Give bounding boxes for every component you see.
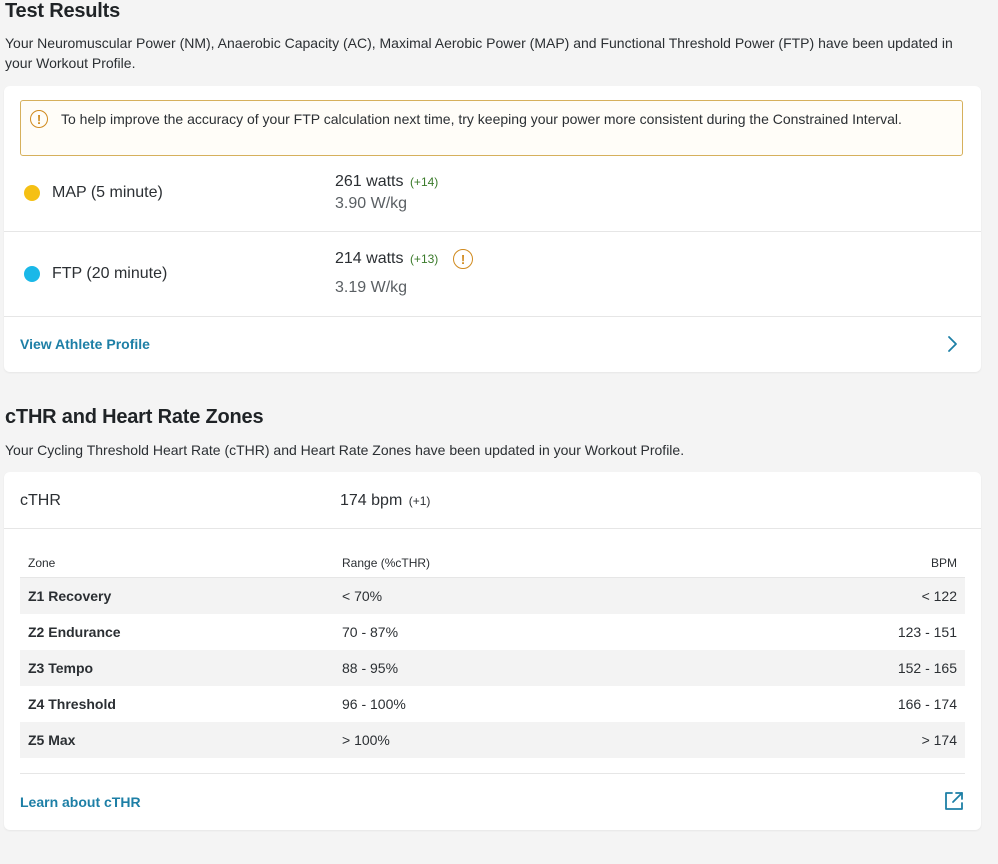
ftp-watts-value: 214 watts (335, 250, 404, 267)
zone-bpm: < 122 (650, 578, 965, 615)
test-results-description: Your Neuromuscular Power (NM), Anaerobic Capacity (AC), Maximal Aerobic Power (MAP) and Functional Threshold Power (FTP) have been updated in your Workout Profile. (5, 35, 953, 71)
ftp-dot-icon (24, 266, 40, 282)
map-row (4, 156, 981, 232)
alert-text: To help improve the accuracy of your FTP calculation next time, try keeping your power more consistent during the Constrained Interval. (61, 111, 902, 127)
map-dot-icon (24, 185, 40, 201)
cthr-section-title: cTHR and Heart Rate Zones (5, 406, 264, 428)
table-row (20, 578, 965, 615)
cthr-value-bpm: 174 bpm (340, 492, 403, 509)
ftp-accuracy-alert (20, 100, 963, 156)
zone-bpm: 152 - 165 (650, 650, 965, 686)
zone-name: Z1 Recovery (20, 578, 334, 615)
test-results-card (4, 86, 981, 372)
cthr-value (340, 492, 430, 510)
zone-name: Z5 Max (20, 722, 334, 758)
table-row (20, 650, 965, 686)
external-link-icon[interactable] (943, 790, 965, 812)
zone-bpm: > 174 (650, 722, 965, 758)
exclamation-circle-icon[interactable]: ! (453, 249, 473, 269)
ftp-watts (335, 250, 438, 268)
map-label: MAP (5 minute) (52, 184, 163, 201)
header-zone: Zone (20, 548, 334, 578)
zone-name: Z3 Tempo (20, 650, 334, 686)
zone-name: Z2 Endurance (28, 624, 121, 640)
header-range: Range (%cTHR) (334, 548, 650, 578)
view-athlete-profile-link[interactable]: View Athlete Profile (20, 336, 150, 352)
learn-about-cthr-link[interactable]: Learn about cTHR (20, 794, 141, 810)
chevron-right-icon[interactable] (945, 335, 959, 353)
table-header-row (20, 548, 965, 578)
cthr-card (4, 472, 981, 830)
header-bpm: BPM (650, 548, 965, 578)
zone-bpm: 123 - 151 (897, 624, 957, 640)
table-row (20, 722, 965, 758)
zone-range: < 70% (334, 578, 650, 615)
map-watts (335, 173, 438, 191)
cthr-divider (4, 528, 981, 529)
cthr-label: cTHR (20, 492, 61, 509)
warning-icon: ! (30, 110, 48, 128)
zone-range: 88 - 95% (334, 650, 650, 686)
zone-bpm: 166 - 174 (897, 696, 957, 712)
heart-rate-zones-table (20, 548, 965, 758)
map-wkg: 3.90 W/kg (335, 195, 408, 212)
zone-range: 96 - 100% (342, 696, 406, 712)
ftp-row (4, 232, 981, 317)
cthr-description: Your Cycling Threshold Heart Rate (cTHR) and Heart Rate Zones have been updated in your Workout Profile. (5, 442, 685, 458)
ftp-watts-delta: (+13) (409, 252, 439, 266)
test-results-title: Test Results (5, 0, 121, 22)
zone-range: 70 - 87% (342, 624, 399, 640)
ftp-wkg: 3.19 W/kg (335, 279, 408, 296)
zone-name: Z4 Threshold (28, 696, 116, 712)
zone-range: > 100% (334, 722, 650, 758)
cthr-delta: (+1) (408, 494, 431, 508)
ftp-label: FTP (20 minute) (52, 265, 168, 282)
cthr-footer-divider (20, 773, 965, 774)
map-watts-value: 261 watts (335, 173, 404, 190)
map-watts-delta: (+14) (409, 175, 439, 189)
table-row (20, 686, 965, 722)
table-row (20, 614, 965, 650)
